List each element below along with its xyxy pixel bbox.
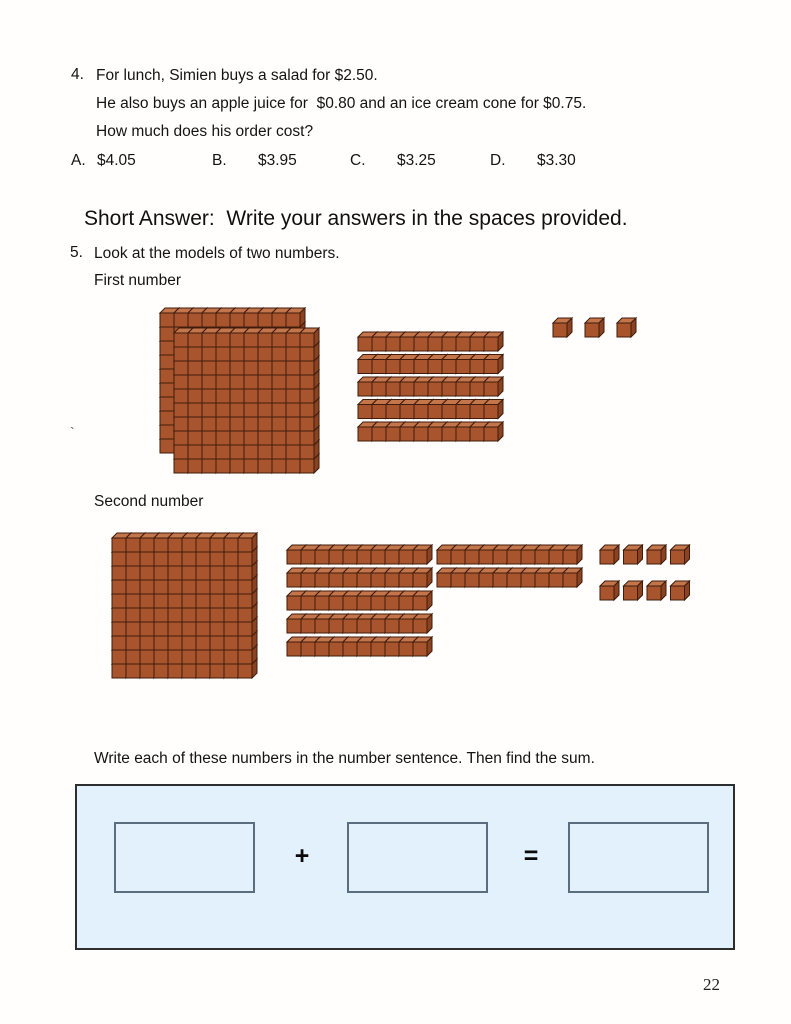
question4-line: How much does his order cost? xyxy=(96,123,314,140)
equals-sign: = xyxy=(523,842,539,870)
number-sentence-panel xyxy=(75,784,735,950)
answer-box-second-number[interactable] xyxy=(347,822,488,893)
choice-a-label: A. xyxy=(71,152,86,169)
question5-number: 5. xyxy=(70,244,83,261)
question5-prompt: Look at the models of two numbers. xyxy=(94,245,340,262)
choice-c-value: $3.25 xyxy=(397,152,436,169)
stray-mark: ` xyxy=(70,424,75,440)
question4-line: For lunch, Simien buys a salad for $2.50. xyxy=(96,67,378,84)
plus-sign: + xyxy=(294,842,310,870)
choices-row xyxy=(0,151,791,171)
first-number-model xyxy=(60,295,720,495)
choice-c-label: C. xyxy=(350,152,366,169)
question4-line: He also buys an apple juice for $0.80 and an ice cream cone for $0.75. xyxy=(96,95,587,112)
choice-d-value: $3.30 xyxy=(537,152,576,169)
question4-number: 4. xyxy=(71,66,84,83)
page-number: 22 xyxy=(703,975,720,994)
second-number-label: Second number xyxy=(94,493,204,510)
first-number-label: First number xyxy=(94,272,181,289)
choice-b-label: B. xyxy=(212,152,227,169)
second-number-model xyxy=(60,515,740,690)
number-sentence-instruction: Write each of these numbers in the number sentence. Then find the sum. xyxy=(94,750,595,767)
choice-b-value: $3.95 xyxy=(258,152,297,169)
section-header: Short Answer: Write your answers in the spaces provided. xyxy=(84,207,628,230)
choice-a-value: $4.05 xyxy=(97,152,136,169)
answer-box-first-number[interactable] xyxy=(114,822,255,893)
choice-d-label: D. xyxy=(490,152,506,169)
answer-box-sum[interactable] xyxy=(568,822,709,893)
